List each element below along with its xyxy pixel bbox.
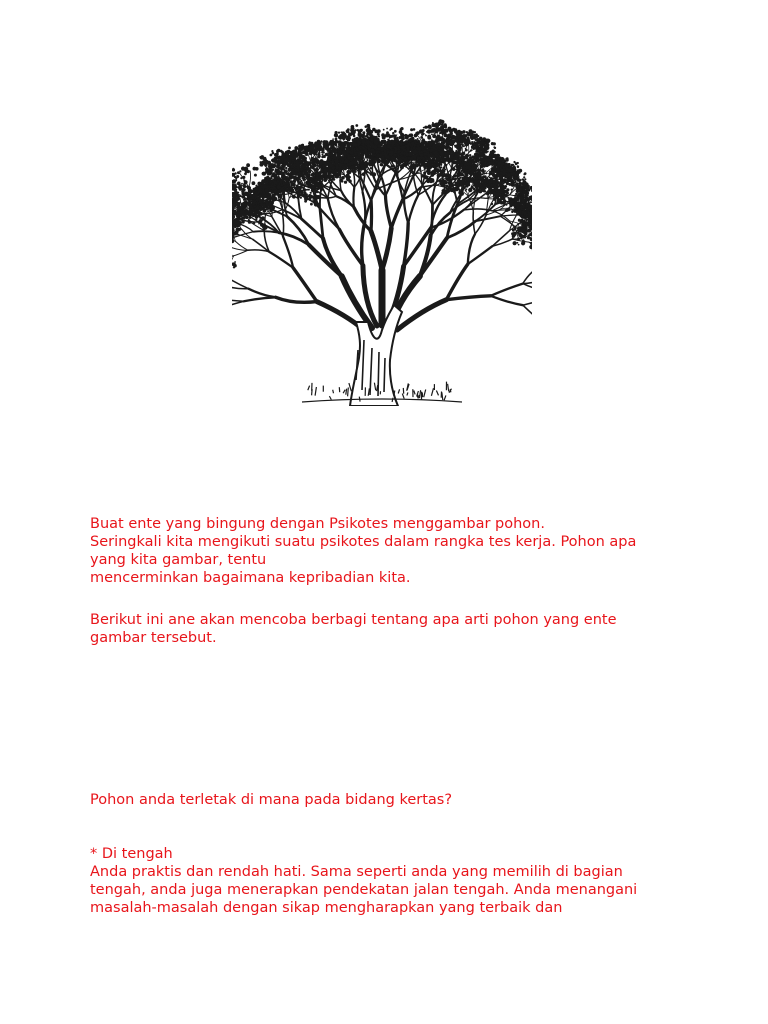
question-heading: Pohon anda terletak di mana pada bidang kertas? [90, 792, 453, 808]
answer-middle-paragraph: * Di tengah Anda praktis dan rendah hati. Sama seperti anda yang memilih di bagian tengah, anda juga menerapkan pendekatan jalan tengah. Anda menangani masalah-masalah dengan sikap mengharapkan yang terbaik dan [90, 846, 638, 916]
intro-paragraph: Buat ente yang bingung dengan Psikotes menggambar pohon. Seringkali kita mengikuti suatu psikotes dalam rangka tes kerja. Pohon apa yang kita gambar, tentu mencerminkan bagaimana kepribadian kita. [90, 516, 637, 586]
tree-sketch-icon [232, 90, 532, 406]
share-paragraph: Berikut ini ane akan mencoba berbagi tentang apa arti pohon yang ente gambar tersebut. [90, 612, 617, 646]
